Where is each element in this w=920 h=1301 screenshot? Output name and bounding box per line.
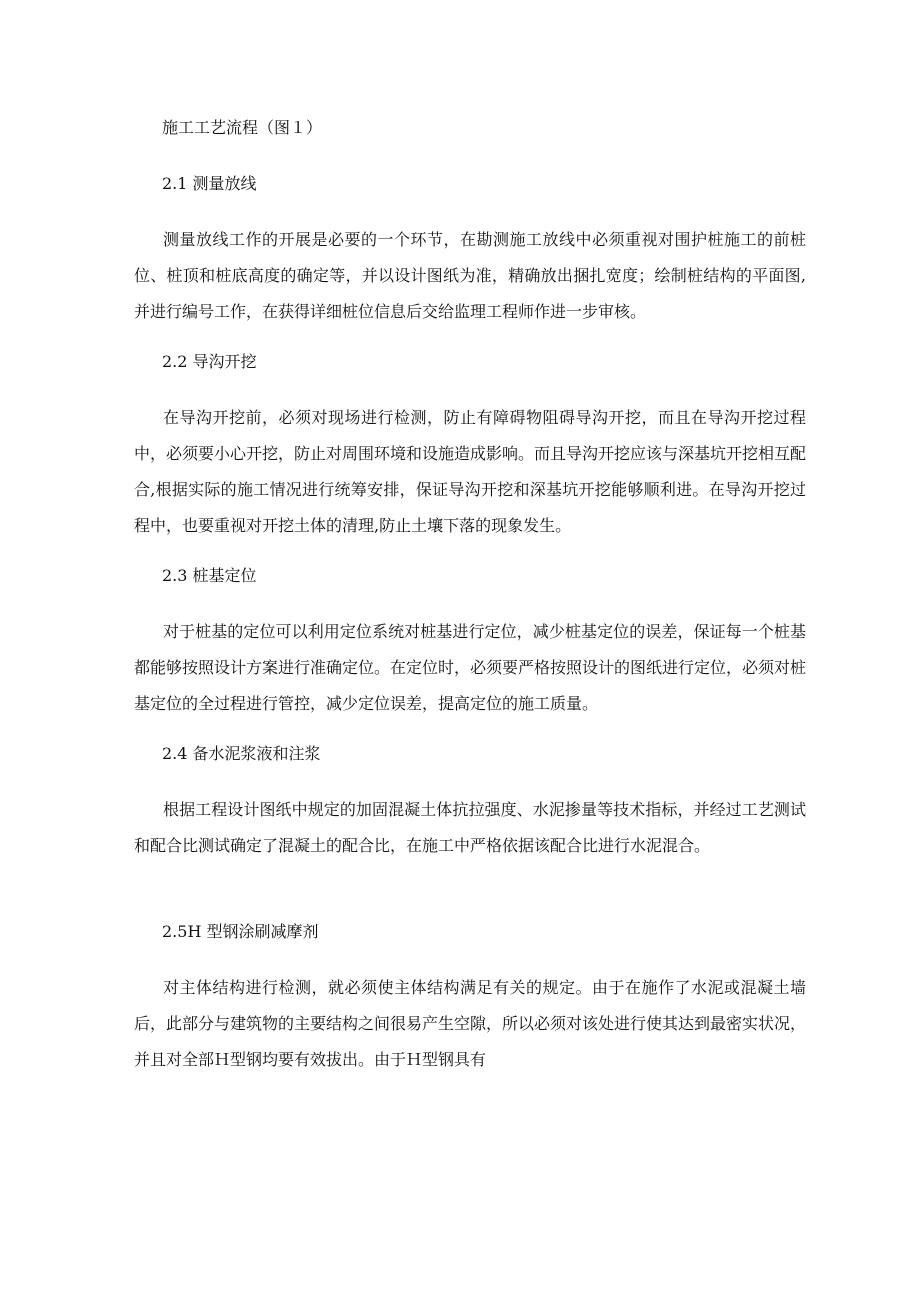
section-body-2-1: 测量放线工作的开展是必要的一个环节，在勘测施工放线中必须重视对围护桩施工的前桩位、桩顶和桩底高度的确定等，并以设计图纸为准，精确放出捆扎宽度；绘制桩结构的平面图,并进行编号工作，在获得详细桩位信息后交给监理工程师作进一步审核。: [134, 230, 806, 321]
section-heading-2-1: 2.1 测量放线: [162, 174, 257, 193]
section-heading-2-2: 2.2 导沟开挖: [162, 352, 257, 371]
process-flow-caption: 施工工艺流程（图１）: [162, 118, 323, 137]
section-heading-2-4: 2.4 备水泥浆液和注浆: [162, 744, 321, 763]
section-body-2-2: 在导沟开挖前，必须对现场进行检测，防止有障碍物阻碍导沟开挖，而且在导沟开挖过程中，必须要小心开挖，防止对周围环境和设施造成影响。而且导沟开挖应该与深基坑开挖相互配合,根据实际的施工情况进行统筹安排，保证导沟开挖和深基坑开挖能够顺利进。在导沟开挖过程中，也要重视对开挖土体的清理,防止土壤下落的现象发生。: [134, 408, 807, 535]
section-heading-2-3: 2.3 桩基定位: [162, 566, 257, 585]
section-body-2-4: 根据工程设计图纸中规定的加固混凝土体抗拉强度、水泥掺量等技术指标，并经过工艺测试和配合比测试确定了混凝土的配合比，在施工中严格依据该配合比进行水泥混合。: [134, 800, 806, 855]
section-body-2-5: 对主体结构进行检测，就必须使主体结构满足有关的规定。由于在施作了水泥或混凝土墙后，此部分与建筑物的主要结构之间很易产生空隙，所以必须对该处进行使其达到最密实状况，并且对全部Ｈ型钢均要有效拔出。由于Ｈ型钢具有: [134, 978, 807, 1069]
section-heading-2-5: 2.5H 型钢涂刷减摩剂: [162, 922, 319, 941]
section-body-2-3: 对于桩基的定位可以利用定位系统对桩基进行定位，减少桩基定位的误差，保证每一个桩基都能够按照设计方案进行准确定位。在定位时，必须要严格按照设计的图纸进行定位，必须对桩基定位的全过程进行管控，减少定位误差，提高定位的施工质量。: [134, 622, 807, 713]
